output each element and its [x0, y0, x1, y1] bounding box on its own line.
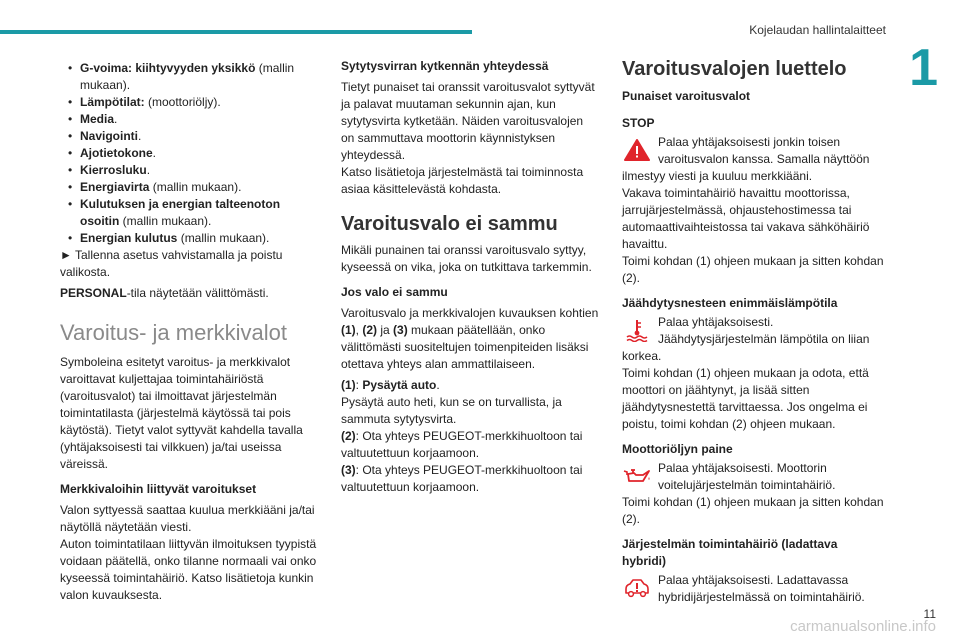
watermark: carmanualsonline.info — [790, 618, 936, 635]
ignition-heading: Sytytysvirran kytkennän yhteydessä — [341, 59, 549, 73]
page-number: 11 — [923, 607, 936, 621]
list-item: Palaa yhtäjaksoisesti jonkin toisen varoitusvalon kanssa. Samalla näyttöön ilmestyy viesti ja kuuluu merkkiääni. Vakava toimintahäiriö havaittu moottorissa, jarrujärjestelmässä, ohjaustehostimessa tai automaattivaihteistossa tai vakava sähköhäiriö havaittu. Toimi kohdan (1) ohjeen mukaan ja sitten kohdan (2). — [622, 135, 884, 285]
action-step-1: (1): Pysäytä auto. Pysäytä auto heti, kun se on turvallista, ja sammuta sytytysvirta. (2): Ota yhteys PEUGEOT-merkkihuoltoon tai valtuutettuun korjaamoon. (3): Ota yhteys PEUGEOT-merkkihuoltoon tai valtuutettuun korjaamoon. — [341, 378, 583, 494]
list-item: • Ajotietokone. — [60, 145, 320, 162]
related-warnings-text: Valon syttyessä saattaa kuulua merkkiääni ja/tai näytöllä näytetään viesti. Auton toimintatilaan liittyvän ilmoituksen tyypistä voidaan päätellä, onko tilanne normaali vai onko kyseessä toimintahäiriö. Katso lisätietoja kunkin valon kuvauksesta. — [60, 503, 317, 602]
menu-options-list — [60, 60, 320, 247]
stop-title: STOP — [622, 116, 655, 130]
list-item: • Media. — [60, 111, 320, 128]
list-item: Palaa yhtäjaksoisesti. Moottorin voitelujärjestelmän toimintahäiriö. Toimi kohdan (1) ohjeen mukaan ja sitten kohdan (2). — [622, 461, 884, 526]
oil-pressure-title: Moottoriöljyn paine — [622, 442, 733, 456]
list-item: • Navigointi. — [60, 128, 320, 145]
if-light-stays-heading: Jos valo ei sammu — [341, 285, 448, 299]
related-warnings-heading: Merkkivaloihin liittyvät varoitukset — [60, 482, 257, 496]
list-item: • Kierrosluku. — [60, 162, 320, 179]
red-warnings-heading: Punaiset varoitusvalot — [622, 89, 751, 103]
coolant-temperature-icon — [622, 316, 652, 344]
list-item: Palaa yhtäjaksoisesti. Ladattavassa hybridijärjestelmässä on toimintahäiriö. — [622, 572, 884, 606]
list-item: • G-voima: kiihtyvyyden yksikkö (mallin mukaan). — [60, 60, 320, 94]
hybrid-fault-title: Järjestelmän toimintahäiriö (ladattava hybridi) — [622, 537, 838, 568]
section-title: Kojelaudan hallintalaitteet — [749, 23, 886, 37]
if-light-stays-text: Varoitusvalo ja merkkivalojen kuvauksen kohtien (1), (2) ja (3) mukaan päätellään, onko välittömästi suositeltujen toimenpiteiden lisäksi otettava yhteys alan ammattilaiseen. — [341, 306, 599, 371]
warning-triangle-icon — [622, 136, 652, 164]
arrow-icon: ► — [60, 248, 72, 262]
list-item: Palaa yhtäjaksoisesti. Jäähdytysjärjestelmän lämpötila on liian korkea. Toimi kohdan (1) ohjeen mukaan ja odota, että moottori on jäähtynyt, ja lisää sitten jäähdytysnestettä tarvittaessa. Jos ongelma ei poistu, toimi kohdan (2) ohjeen mukaan. — [622, 315, 870, 431]
list-item: • Kulutuksen ja energian talteenoton osoitin (mallin mukaan). — [60, 196, 320, 230]
chapter-number: 1 — [909, 39, 938, 97]
personal-mode-note: PERSONAL-tila näytetään välittömästi. — [60, 286, 269, 300]
column-left — [60, 56, 320, 604]
ignition-text: Tietyt punaiset tai oranssit varoitusvalot syttyvät ja palavat muutaman sekunnin ajan, kun sytytysvirta kytketään. Näiden varoitusvalojen on sammuttava moottorin käynnistyksen yhteydessä. Katso lisätietoja järjestelmästä tai toiminnosta asiaa käsittelevästä kohdasta. — [341, 80, 595, 196]
header-accent-bar — [0, 30, 472, 34]
warning-list-heading: Varoitusvalojen luettelo — [622, 58, 847, 80]
warning-lights-intro: Symboleina esitetyt varoitus- ja merkkivalot varoittavat kuljettajaa toimintahäiriöstä (varoitusvalot) tai ilmoittavat järjestelmän toimintatilasta (järjestelmä käytössä tai pois käytöstä). Tietyt valot syttyvät kahdella tavalla (yhtäjaksoisesti tai vilkkuen) ja/tai useissa väreissä. — [60, 355, 303, 471]
warning-lights-heading: Varoitus- ja merkkivalot — [60, 320, 287, 345]
confirm-instruction: ► Tallenna asetus vahvistamalla ja poistu valikosta. — [60, 248, 283, 279]
oil-can-icon — [622, 462, 652, 490]
list-item: • Lämpötilat: (moottoriöljy). — [60, 94, 320, 111]
coolant-title: Jäähdytysnesteen enimmäislämpötila — [622, 296, 838, 310]
light-stays-on-heading: Varoitusvalo ei sammu — [341, 213, 558, 235]
column-right — [622, 56, 884, 606]
list-item: • Energian kulutus (mallin mukaan). — [60, 230, 320, 247]
hybrid-fault-icon — [622, 574, 652, 602]
column-middle — [341, 56, 599, 496]
list-item: • Energiavirta (mallin mukaan). — [60, 179, 320, 196]
light-stays-on-text: Mikäli punainen tai oranssi varoitusvalo syttyy, kyseessä on vika, joka on tutkittava tarkemmin. — [341, 243, 592, 274]
